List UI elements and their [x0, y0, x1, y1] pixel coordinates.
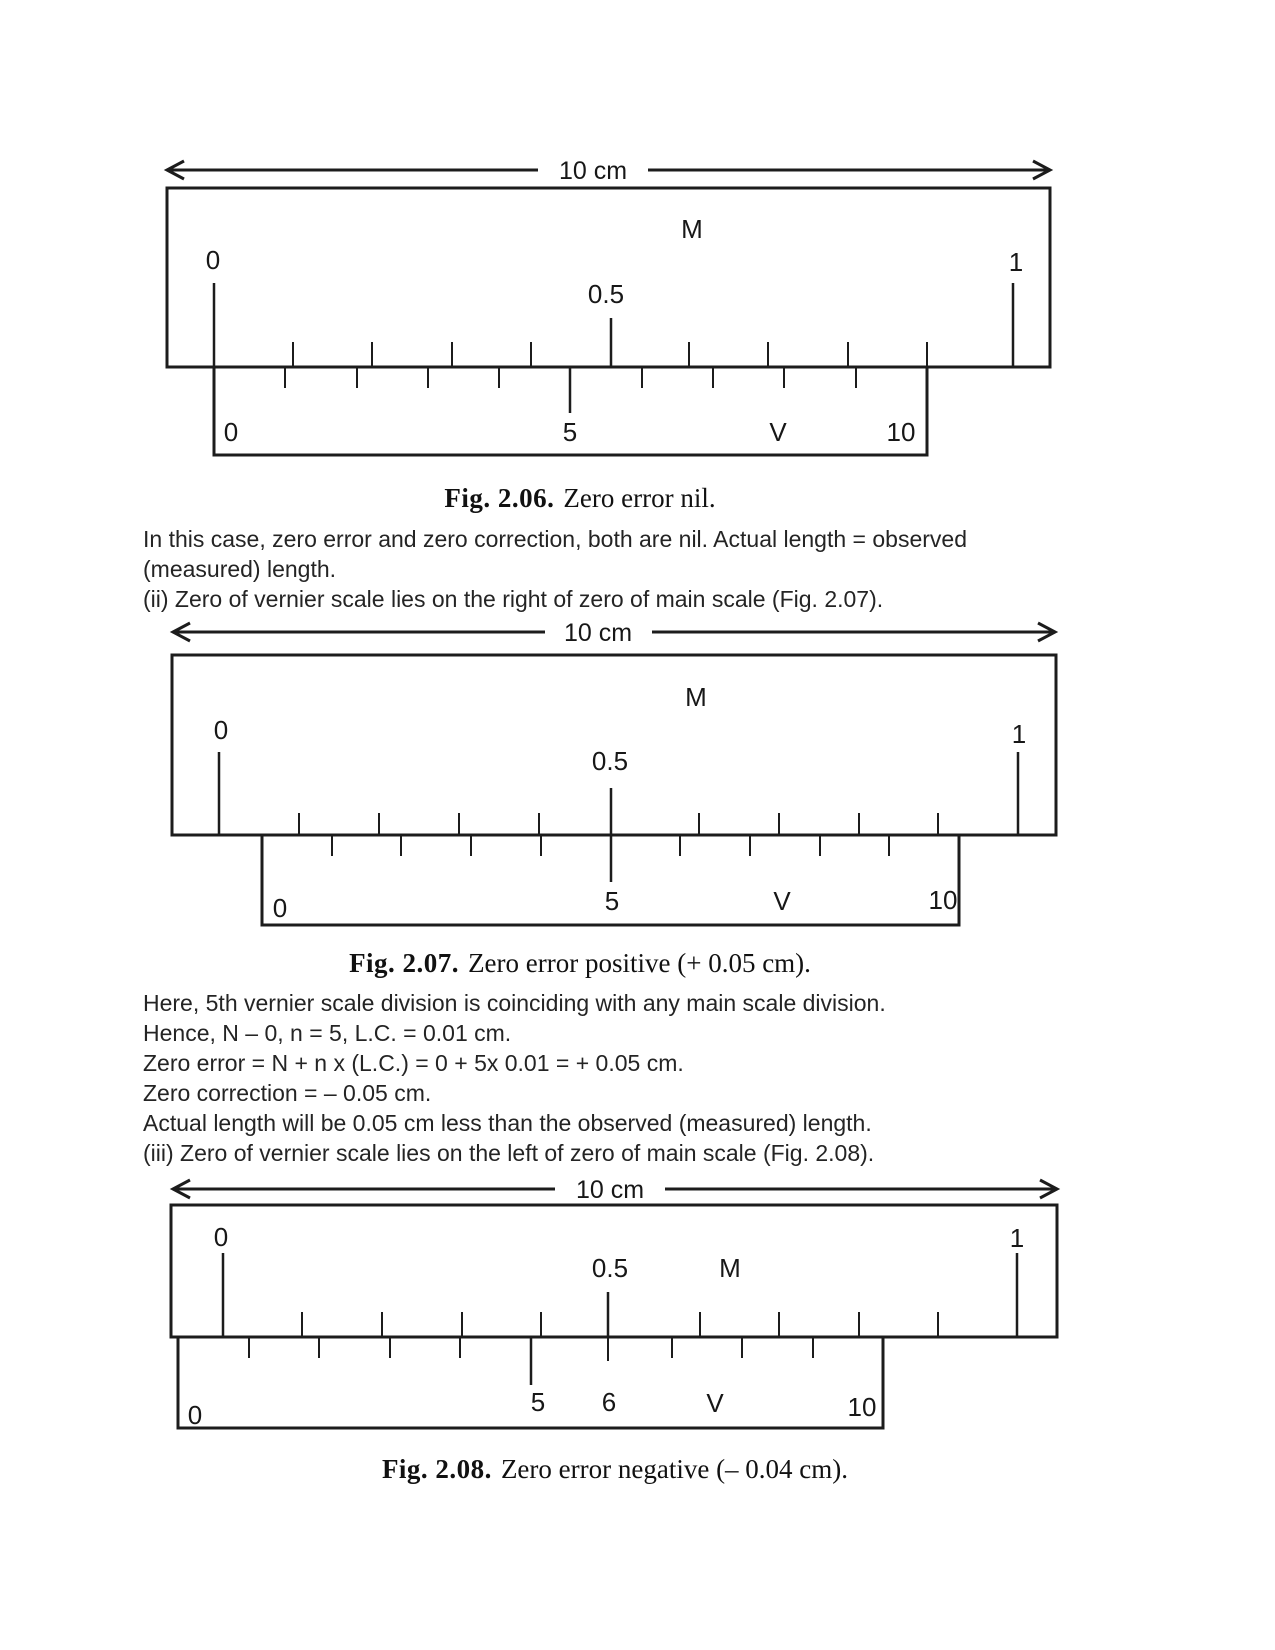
vernier-tick-label-10: 10: [847, 1392, 877, 1422]
figure-2-06-caption: [150, 481, 1010, 515]
main-scale: [172, 655, 1056, 835]
caption-number: Fig. 2.06.: [444, 483, 555, 513]
vernier-ticks: [285, 367, 856, 413]
text-line: Zero error = N + n x (L.C.) = 0 + 5x 0.01 = + 0.05 cm.: [143, 1050, 684, 1076]
vernier-tick-label-0: 0: [272, 893, 288, 923]
text-line: In this case, zero error and zero correction, both are nil. Actual length = observed: [143, 526, 967, 552]
caption-text: Zero error positive (+ 0.05 cm).: [468, 948, 811, 978]
main-tick-label-05: 0.5: [591, 746, 629, 776]
vernier-scale-name: V: [773, 886, 791, 916]
dimension-label: 10 cm: [575, 1176, 645, 1204]
figure-2-07-diagram: [150, 610, 1065, 930]
paragraph-after-fig2: [143, 988, 1043, 1168]
text-line: Hence, N – 0, n = 5, L.C. = 0.01 cm.: [143, 1020, 512, 1046]
main-tick-label-0: 0: [213, 1222, 229, 1252]
main-scale-name: M: [681, 214, 703, 244]
vernier-scale: [178, 1337, 883, 1430]
main-scale: [171, 1205, 1057, 1337]
dimension-label: 10 cm: [563, 619, 633, 647]
caption-number: Fig. 2.07.: [349, 948, 460, 978]
vernier-ticks: [332, 835, 889, 882]
vernier-ticks: [249, 1337, 813, 1385]
figure-2-08-diagram: [150, 1165, 1065, 1440]
main-scale-box: [167, 188, 1050, 367]
main-scale-name: M: [719, 1253, 741, 1283]
main-tick-label-0: 0: [213, 715, 229, 745]
main-tick-label-1: 1: [1008, 247, 1024, 277]
vernier-tick-label-5: 5: [530, 1387, 546, 1417]
vernier-tick-label-0: 0: [223, 417, 239, 447]
main-tick-label-1: 1: [1011, 719, 1027, 749]
caption-number: Fig. 2.08.: [381, 1454, 492, 1484]
text-line: Here, 5th vernier scale division is coinciding with any main scale division.: [143, 990, 886, 1016]
vernier-tick-label-5: 5: [604, 886, 620, 916]
vernier-tick-label-6: 6: [601, 1387, 617, 1417]
caption-text: Zero error negative (– 0.04 cm).: [500, 1454, 849, 1484]
text-line: (ii) Zero of vernier scale lies on the right of zero of main scale (Fig. 2.07).: [143, 586, 884, 612]
text-line: Actual length will be 0.05 cm less than the observed (measured) length.: [143, 1110, 872, 1136]
main-tick-label-0: 0: [205, 245, 221, 275]
main-scale-name: M: [685, 682, 707, 712]
vernier-tick-label-5: 5: [562, 417, 578, 447]
figure-2-08-caption: [150, 1452, 1080, 1486]
main-tick-label-05: 0.5: [591, 1253, 629, 1283]
main-tick-label-1: 1: [1009, 1223, 1025, 1253]
vernier-tick-label-10: 10: [886, 417, 916, 447]
text-line: (measured) length.: [143, 556, 337, 582]
text-line: Zero correction = – 0.05 cm.: [143, 1080, 432, 1106]
caption-text: Zero error nil.: [563, 483, 716, 513]
figure-2-06-diagram: [150, 148, 1065, 463]
vernier-scale: [214, 367, 927, 455]
text-line: (iii) Zero of vernier scale lies on the left of zero of main scale (Fig. 2.08).: [143, 1140, 875, 1166]
figure-2-07-caption: [150, 946, 1010, 980]
vernier-scale-name: V: [706, 1388, 724, 1418]
vernier-tick-label-0: 0: [187, 1400, 203, 1430]
main-scale: [167, 188, 1050, 367]
main-tick-label-05: 0.5: [587, 279, 625, 309]
vernier-scale: [262, 835, 959, 925]
paragraph-after-fig1: [143, 524, 1043, 614]
dimension-label: 10 cm: [558, 157, 628, 185]
main-scale-box: [172, 655, 1056, 835]
vernier-tick-label-10: 10: [928, 885, 958, 915]
vernier-scale-name: V: [769, 417, 787, 447]
